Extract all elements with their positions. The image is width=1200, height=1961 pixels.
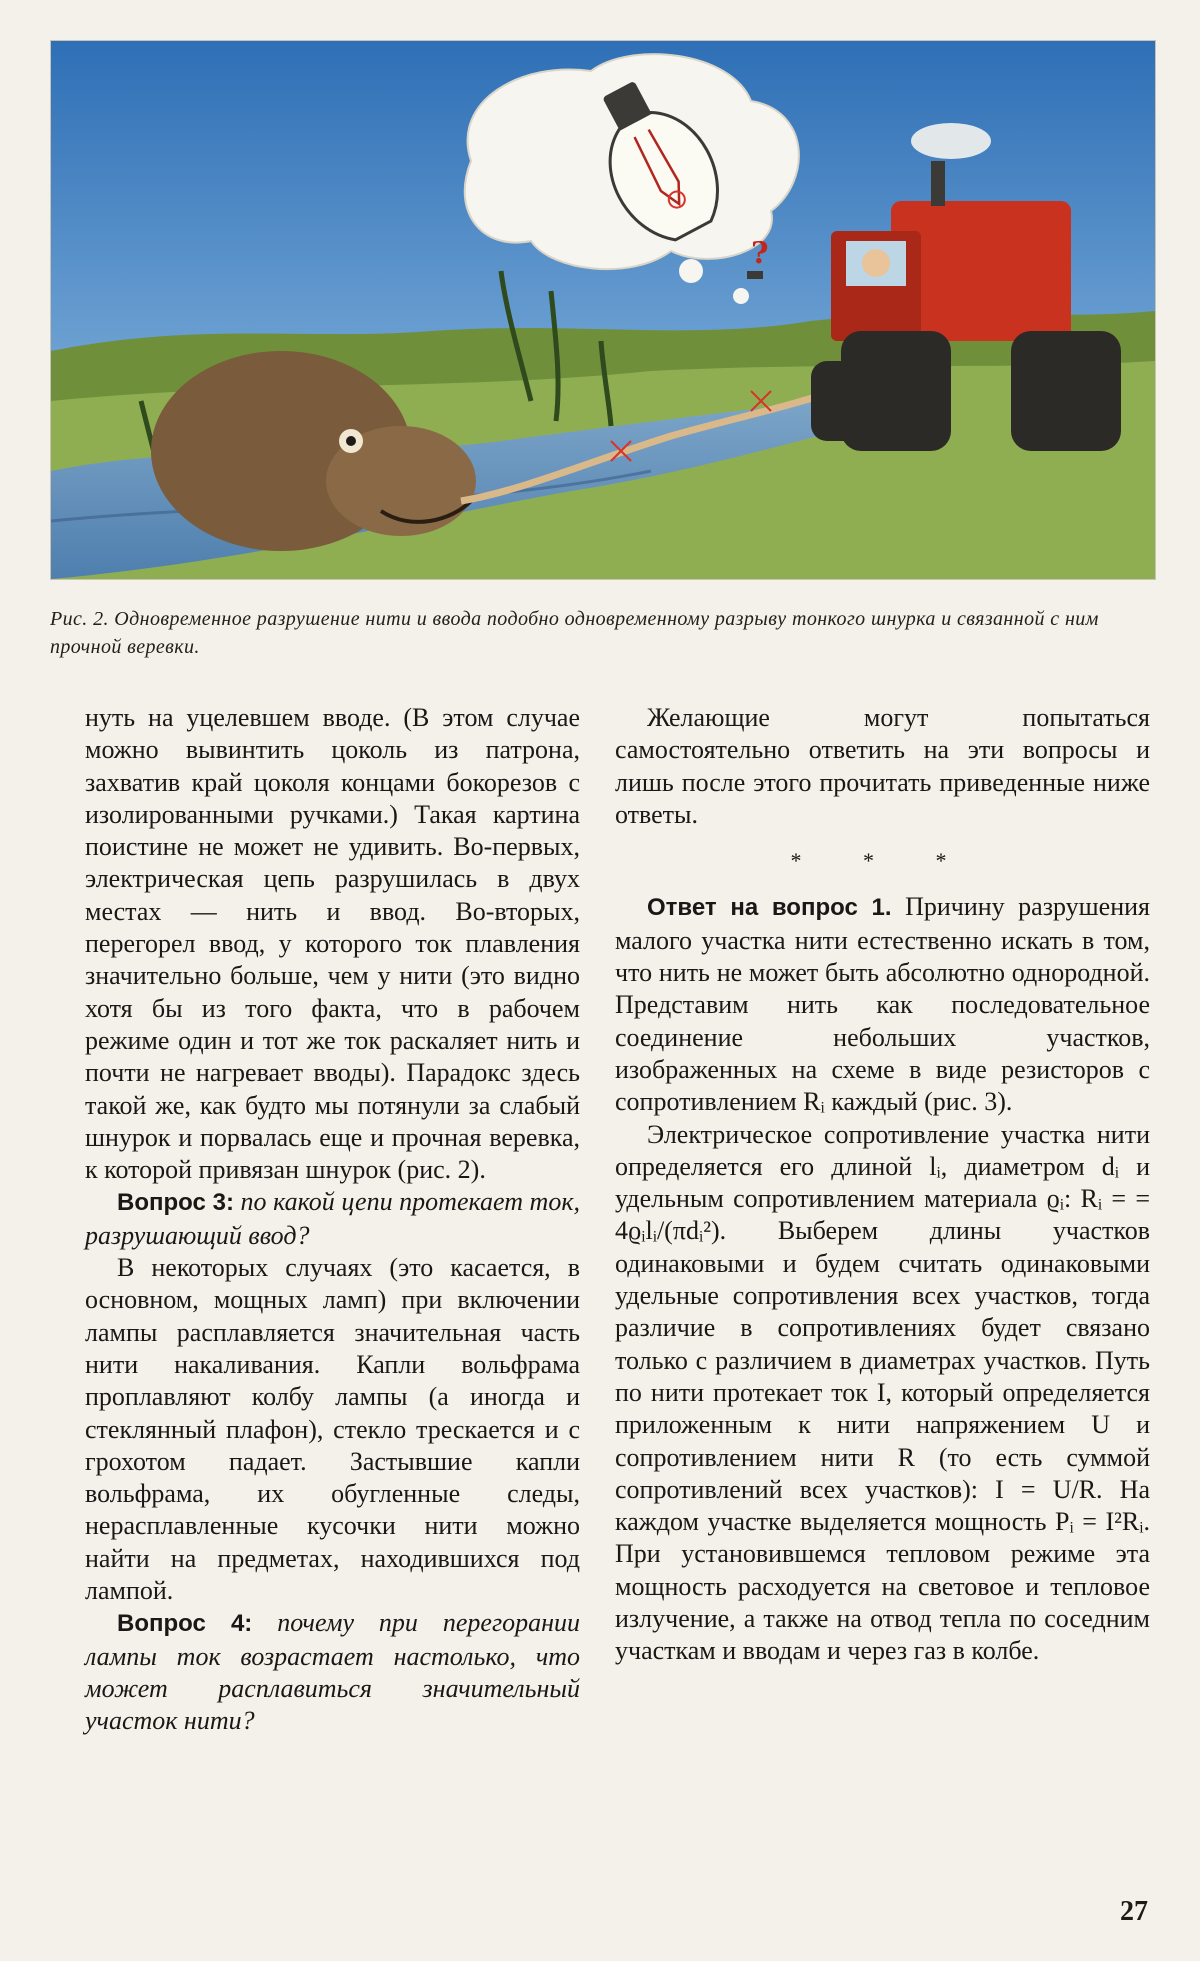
question-4-label: Вопрос 4: [117,1610,253,1638]
question-mark: ? [751,236,769,271]
paragraph: Желающие могут попытаться самостоятельно ответить на эти вопросы и лишь после этого прочитать приведенные ниже ответы. [615,703,1150,829]
question-3-label: Вопрос 3: [117,1189,234,1217]
question-3-text: по какой цепи протекает ток, разрушающий ввод? [85,1187,580,1250]
thought-bubble [733,288,749,304]
answer-1 [615,891,1150,1118]
page-number: 27 [1120,1896,1148,1927]
section-separator: * * * [790,848,975,874]
paragraph: нуть на уцелевшем вводе. (В этом случае можно вывинтить цоколь из патрона, захватив край цоколя концами бокорезов с изолированными ручками.) Такая картина поистине не может не удивить. Во-первых, электрическая цепь разрушилась в двух местах — нить и ввод. Во-вторых, перегорел ввод, у которого ток плавления значительно больше, чем у нити (это видно хотя бы из того факта, что в рабочем режиме один и тот же ток раскаляет нить и почти не нагревает вводы). Парадокс здесь такой же, как будто мы потянули за слабый шнурок и порвалась еще и прочная веревка, к которой привязан шнурок (рис. 2). [85,703,580,1185]
question-base [747,271,763,279]
question-3 [85,1186,580,1252]
paragraph: Электрическое сопротивление участка нити определяется его длиной lᵢ, диаметром dᵢ и удельным сопротивлением материала ϱᵢ: Rᵢ = = 4ϱᵢlᵢ/(πdᵢ²). Выберем длины участков одинаковыми и будем считать одинаковыми удельные сопротивления всех участков, тогда различие в сопротивлениях будет связано только с различием в диаметрах участков. Путь по нити протекает ток I, который определяется приложенным к нити напряжением U и сопротивлением нити R (то есть суммой сопротивлений всех участков): I = U/R. На каждом участке выделяется мощность Pᵢ = I²Rᵢ. При установившемся тепловом режиме эта мощность расходуется на световое и тепловое излучение, а также на отвод тепла по соседним участкам и вводам и через газ в колбе. [615,1119,1150,1666]
answer-1-label: Ответ на вопрос 1. [647,894,892,922]
left-column [85,702,580,1738]
right-column [615,702,1150,1668]
illustration-svg [51,41,1155,579]
figure-caption: Рис. 2. Одновременное разрушение нити и ввода подобно одновременному разрыву тонкого шнурка и связанной с ним прочной веревки. [50,608,1099,658]
question-4-text: почему при перегорании лампы ток возрастает настолько, что может расплавиться значительный участок нити? [85,1608,580,1736]
paragraph: В некоторых случаях (это касается, в основном, мощных ламп) при включении лампы расплавляется значительная часть нити накаливания. Капли вольфрама проплавляют колбу лампы (а иногда и стеклянный плафон), стекло трескается и с грохотом падает. Застывшие капли вольфрама, их обугленные следы, нерасплавленные кусочки нити можно найти на предметах, находившихся под лампой. [85,1253,580,1606]
thought-bubble [679,259,703,283]
illustration [50,40,1156,580]
question-4 [85,1607,580,1737]
answer-1-text: Причину разрушения малого участка нити естественно искать в том, что нить не может быть абсолютно однородной. Представим нить как последовательное соединение небольших участков, изображенных на схеме в виде резисторов с сопротивлением Rᵢ каждый (рис. 3). [615,892,1150,1117]
